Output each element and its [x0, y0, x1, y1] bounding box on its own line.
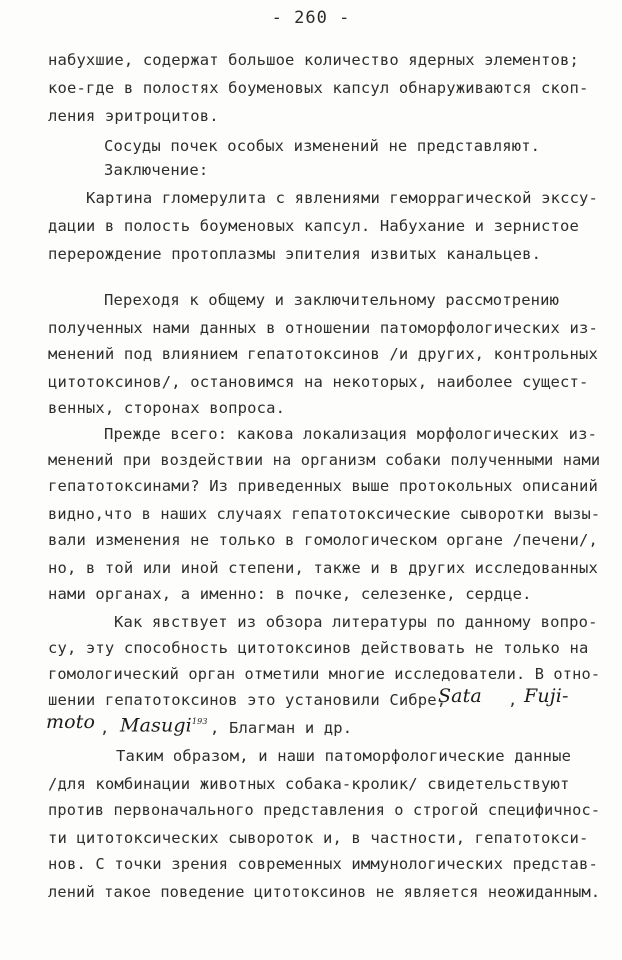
text-line: Как явствует из обзора литературы по данному вопро- — [114, 613, 598, 631]
text-line: су, эту способность цитотоксинов действовать не только на — [48, 639, 589, 657]
handwritten-name-masugi: Masugi$^{193}$ — [120, 714, 208, 737]
text-line: набухшие, содержат большое количество ядерных элементов; — [48, 51, 579, 69]
text-line: но, в той или иной степени, также и в других исследованных — [48, 559, 598, 577]
text-line: менений при воздействии на организм собаки полученными нами — [48, 451, 601, 469]
text-line: видно,что в наших случаях гепатотоксические сыворотки вызы- — [48, 505, 601, 523]
handwritten-comma: , — [508, 691, 518, 709]
text-line: цитотоксинов/, остановимся на некоторых, наиболее сущест- — [48, 373, 589, 391]
text-line: Таким образом, и наши патоморфологические данные — [116, 747, 572, 765]
reference-number: 193 — [191, 717, 208, 726]
text-line: Прежде всего: какова локализация морфологических из- — [104, 425, 598, 443]
handwritten-name-sata: Sata — [438, 685, 482, 707]
text-line: /для комбинации животных собака-кролик/ свидетельствуют — [48, 775, 570, 793]
text-line: перерождение протоплазмы эпителия извитых канальцев. — [48, 245, 542, 263]
text-line: гепатотоксинами? Из приведенных выше протокольных описаний — [48, 477, 598, 495]
text-line: Картина гломерулита с явлениями геморрагической экссу- — [86, 189, 599, 207]
text-line: ти цитотоксических сывороток и, в частности, гепатотокси- — [48, 829, 589, 847]
text-line: венных, сторонах вопроса. — [48, 399, 286, 417]
text-line: полученных нами данных в отношении патоморфологических из- — [48, 319, 598, 337]
text-line: против первоначального представления о строгой специфичнос- — [48, 801, 601, 819]
text-line: лений такое поведение цитотоксинов не является неожиданным. — [48, 883, 601, 901]
section-heading: Заключение: — [104, 161, 209, 179]
handwritten-comma: , — [100, 719, 110, 737]
text-line: гомологический орган отметили многие исследователи. В отно- — [48, 665, 601, 683]
handwritten-name-moto: moto — [46, 711, 96, 733]
text-line: нами органах, а именно: в почке, селезенке, сердце. — [48, 585, 532, 603]
text-line: менений под влиянием гепатотоксинов /и других, контрольных — [48, 345, 598, 363]
page-number: - 260 - — [271, 8, 351, 28]
handwritten-name-fuji: Fuji- — [524, 685, 569, 707]
text-line: Сосуды почек особых изменений не представляют. — [104, 137, 541, 155]
text-line: , Благман и др. — [210, 719, 353, 737]
text-line: ления эритроцитов. — [48, 107, 219, 125]
text-line: кое-где в полостях боуменовых капсул обнаруживаются скоп- — [48, 79, 589, 97]
text-line: нов. С точки зрения современных иммунологических представ- — [48, 855, 598, 873]
text-line: шении гепатотоксинов это установили Сибре, — [48, 691, 447, 709]
text-line: дации в полость боуменовых капсул. Набухание и зернистое — [48, 217, 579, 235]
text-line: Переходя к общему и заключительному рассмотрению — [104, 291, 560, 309]
text-line: вали изменения не только в гомологическом органе /печени/, — [48, 531, 598, 549]
